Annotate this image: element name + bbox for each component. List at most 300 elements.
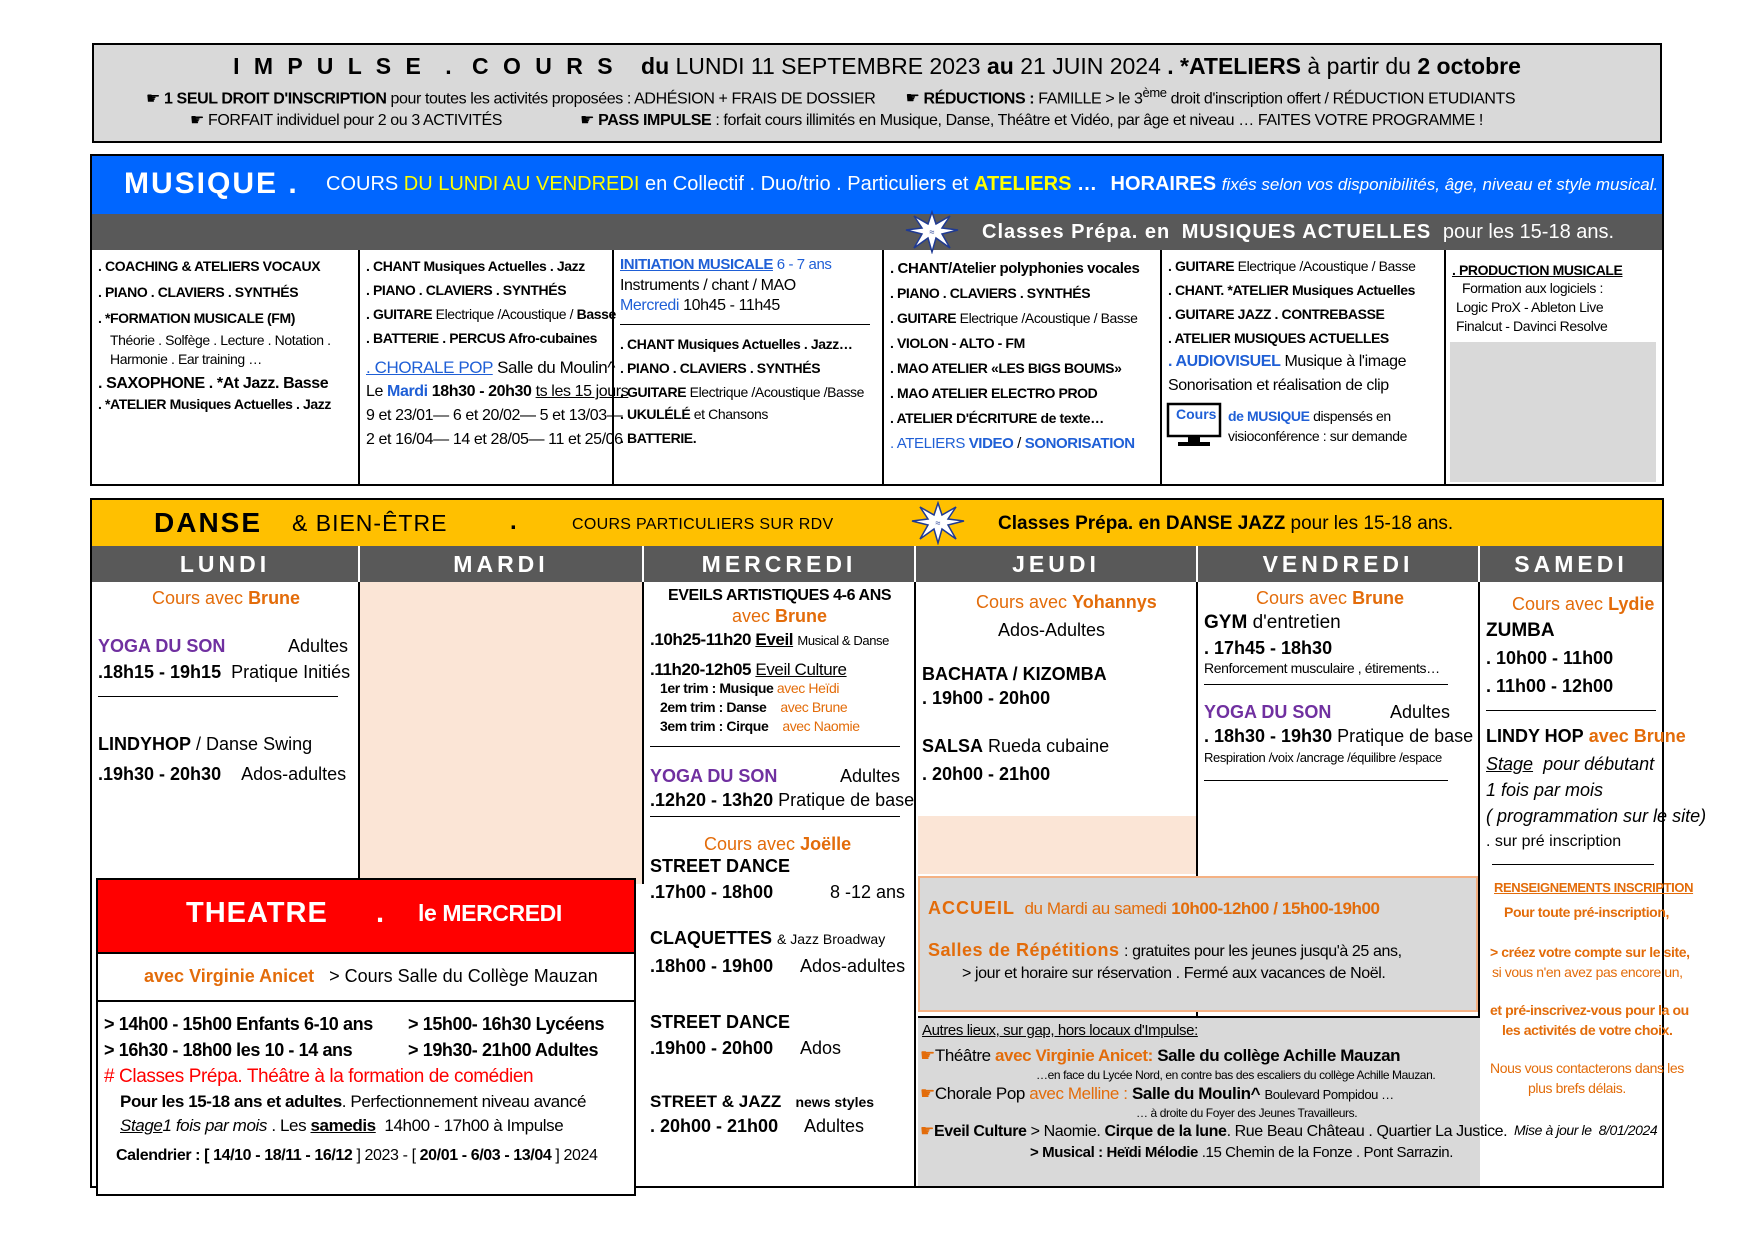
hand-pointer-icon: ☛ <box>920 1084 935 1103</box>
vendredi-l5b: Adultes <box>1390 702 1451 722</box>
musique-c3-l8: . BATTERIE. <box>620 430 697 446</box>
samedi-l6 <box>1486 754 1654 776</box>
vendredi-l1 <box>1256 588 1404 610</box>
mercredi-l1: EVEILS ARTISTIQUES 4-6 ANS <box>668 587 892 604</box>
day-header-row <box>92 546 1662 582</box>
mercredi-l6a: 2em trim : Danse <box>660 699 767 715</box>
header-date-end: 21 JUIN 2024 <box>1020 53 1161 79</box>
musique-c4-l2: . PIANO . CLAVIERS . SYNTHÉS <box>890 285 1091 301</box>
mercredi-l14b: Ados-adultes <box>800 956 906 976</box>
mercredi-l13b: & Jazz Broadway <box>777 931 886 947</box>
lundi-l4 <box>98 734 312 756</box>
musique-c3-l3a: Mercredi <box>620 297 680 314</box>
musique-c2-l1: . CHANT Musiques Actuelles . Jazz <box>366 258 585 274</box>
lundi-l3 <box>98 662 350 684</box>
musique-c3-l6b: Electrique /Acoustique /Basse <box>689 384 865 400</box>
musique-c1-l5: Harmonie . Ear training … <box>110 351 262 367</box>
autres-l6a: > Musical : Heïdi Mélodie <box>1030 1144 1198 1161</box>
jeudi-l1b: Yohannys <box>1072 592 1157 612</box>
header-l2a: 1 SEUL DROIT D'INSCRIPTION <box>164 90 387 108</box>
mercredi-l3 <box>650 630 889 650</box>
jeudi-l2: Ados-Adultes <box>998 620 1106 640</box>
danse-title: DANSE <box>154 507 263 538</box>
header-au: au <box>987 53 1014 79</box>
samedi-l14: et pré-inscrivez-vous pour la ou <box>1490 1002 1689 1018</box>
theatre-l6a: Calendrier : [ <box>116 1147 210 1164</box>
hand-pointer-icon: ☛ <box>190 112 204 129</box>
accueil-l2b: : gratuites pour les jeunes jusqu'à 25 ans, <box>1124 943 1402 960</box>
musique-c2-l8: 2 et 16/04— 14 et 28/05— 11 et 25/06 <box>366 431 623 448</box>
theatre-l6e: ] 2024 <box>555 1147 598 1164</box>
header-l3a: FORFAIT <box>208 112 273 129</box>
theatre-l5d: samedis <box>310 1116 376 1135</box>
samedi-l16: Nous vous contacterons dans les <box>1490 1060 1684 1076</box>
mercredi-l13 <box>650 928 885 950</box>
musique-c3-l4: . CHANT Musiques Actuelles . Jazz… <box>620 336 853 352</box>
samedi-l2: ZUMBA <box>1486 620 1555 641</box>
header-l3b: individuel pour 2 ou 3 <box>276 112 420 129</box>
mercredi-l2b: Brune <box>775 606 828 626</box>
musique-c5-l5b: Musique à l'image <box>1284 353 1407 370</box>
mercredi-l3c: Musical & Danse <box>797 633 889 648</box>
svg-text:≈: ≈ <box>935 518 941 528</box>
vendredi-l2a: GYM <box>1204 612 1248 633</box>
mercredi-l16b: Ados <box>800 1038 842 1058</box>
jeudi-l4: . 19h00 - 20h00 <box>922 688 1051 708</box>
mercredi-l13a: CLAQUETTES <box>650 928 773 948</box>
autres-title: Autres lieux, sur gap, hors locaux d'Impulse: <box>922 1022 1198 1039</box>
theatre-section <box>96 878 636 1196</box>
musique-c2-l6b: Mardi <box>387 383 428 400</box>
mercredi-l10a: Cours avec <box>704 834 796 854</box>
mercredi-l4 <box>650 660 847 680</box>
musique-c2-l3 <box>366 306 616 323</box>
samedi-l10: RENSEIGNEMENTS INSCRIPTION <box>1494 880 1694 895</box>
musique-title: MUSIQUE . <box>124 167 299 200</box>
autres-l5b: > Naomie. <box>1030 1123 1101 1140</box>
mercredi-l9 <box>650 790 914 812</box>
mercredi-l8b: Adultes <box>840 766 901 786</box>
divider <box>620 324 870 325</box>
musique-c4-l3b: Electrique /Acoustique / Basse <box>959 310 1138 326</box>
musique-c6-l2: Formation aux logiciels : <box>1462 280 1603 296</box>
accueil-l1 <box>928 898 1380 920</box>
header-l2e: FAMILLE > le 3 <box>1038 90 1143 108</box>
mercredi-l16a: .19h00 - 20h00 <box>650 1038 774 1058</box>
header-l3d: PASS IMPULSE <box>598 112 712 129</box>
header-banner <box>92 43 1662 143</box>
header-l2b: pour toutes les activités proposées : <box>390 90 631 108</box>
theatre-day: le MERCREDI <box>418 900 562 926</box>
mercredi-l5 <box>660 680 839 697</box>
mercredi-l10 <box>704 834 851 856</box>
theatre-l1a: > 14h00 - 15h00 Enfants 6-10 ans <box>104 1014 373 1034</box>
starburst-icon <box>910 501 966 545</box>
musique-c1-l2: . PIANO . CLAVIERS . SYNTHÉS <box>98 284 299 300</box>
musique-horaires: HORAIRES <box>1110 173 1217 195</box>
musique-c5-l7 <box>1228 408 1391 425</box>
danse-prepa <box>998 513 1453 536</box>
jeudi-l3: BACHATA / KIZOMBA <box>922 664 1107 684</box>
musique-c4-l1: . CHANT/Atelier polyphonies vocales <box>890 260 1140 277</box>
musique-c2-l4: . BATTERIE . PERCUS Afro-cubaines <box>366 330 598 346</box>
theatre-l2b: > 19h30- 21h00 Adultes <box>408 1040 599 1060</box>
musique-c4-l3a: . GUITARE <box>890 310 957 326</box>
mercredi-l10b: Joëlle <box>800 834 852 854</box>
samedi-l1a: Cours avec <box>1512 594 1604 614</box>
musique-dots: … <box>1076 173 1097 195</box>
theatre-teacher <box>144 966 598 988</box>
theatre-l6b: 14/10 - 18/11 - 16/12 <box>213 1147 353 1164</box>
musique-c2-l5b: Salle du Moulin^ <box>497 358 615 377</box>
musique-c4-l8a: . ATELIERS <box>890 435 965 452</box>
lundi-l1b: Brune <box>248 588 301 608</box>
theatre-title: THEATRE <box>186 897 328 929</box>
theatre-l5 <box>120 1116 563 1136</box>
day-lundi: LUNDI <box>92 546 360 582</box>
theatre-name: Virginie Anicet <box>189 966 315 986</box>
mercredi-l18a: . 20h00 - 21h00 <box>650 1116 779 1136</box>
theatre-l4a: Pour les 15-18 ans et adultes <box>120 1092 342 1111</box>
vendredi-l6b: Pratique de base <box>1337 726 1474 746</box>
header-line-2 <box>146 85 1515 109</box>
musique-prepa-a: Classes Prépa. en <box>982 221 1171 243</box>
musique-c2-l6d: ts les 15 jours <box>535 383 629 400</box>
autres-l5a: Eveil Culture <box>933 1123 1027 1140</box>
musique-prepa-bar <box>92 214 1662 250</box>
lundi-l3b: Pratique Initiés <box>231 662 351 682</box>
hand-pointer-icon: ☛ <box>920 1046 935 1065</box>
musique-c3-l5: . PIANO . CLAVIERS . SYNTHÉS <box>620 360 821 376</box>
theatre-l5b: 1 fois par mois <box>162 1116 267 1135</box>
musique-banner-text <box>326 172 1658 196</box>
divider <box>1204 780 1448 781</box>
lundi-l1 <box>152 588 300 610</box>
musique-ateliers: ATELIERS <box>974 173 1072 195</box>
mercredi-l5a: 1er trim : Musique <box>660 680 774 696</box>
header-title-line <box>94 53 1660 81</box>
autres-l1 <box>920 1046 1400 1066</box>
theatre-l5e: 14h00 - 17h00 <box>384 1116 489 1135</box>
samedi-l5b: avec Brune <box>1588 726 1686 746</box>
lundi-l1a: Cours avec <box>152 588 244 608</box>
hand-pointer-icon: ☛ <box>920 1123 934 1140</box>
mercredi-l7 <box>660 718 860 735</box>
musique-c5-l8: visioconférence : sur demande <box>1228 428 1408 444</box>
musique-c5-l1a: . GUITARE <box>1168 258 1235 274</box>
header-ateliers: . *ATELIERS <box>1167 53 1302 79</box>
samedi-l3: . 10h00 - 11h00 <box>1486 648 1614 668</box>
day-mardi: MARDI <box>360 546 644 582</box>
musique-c4-l8c: / <box>1017 435 1021 452</box>
mercredi-l18b: Adultes <box>804 1116 865 1136</box>
theatre-l5f: à Impulse <box>493 1116 564 1135</box>
header-l2c: ADHÉSION + FRAIS DE DOSSIER <box>634 90 876 108</box>
samedi-l1b: Lydie <box>1608 594 1655 614</box>
musique-prepa-text <box>982 220 1614 244</box>
theatre-l5a: Stage <box>120 1116 163 1135</box>
header-a-partir: à partir du <box>1307 53 1411 79</box>
autres-l3b: avec Melline : <box>1029 1084 1128 1103</box>
divider <box>1204 684 1448 685</box>
samedi-l1 <box>1512 594 1654 616</box>
theatre-l6 <box>116 1146 597 1165</box>
mercredi-l6b: avec Brune <box>780 699 848 715</box>
divider <box>650 746 900 747</box>
initiation-musicale-link[interactable]: INITIATION MUSICALE <box>620 256 773 273</box>
day-mercredi: MERCREDI <box>644 546 916 582</box>
samedi-l5 <box>1486 726 1686 748</box>
vendredi-l2 <box>1204 612 1341 635</box>
accueil-box <box>918 876 1478 1012</box>
musique-c5-l1 <box>1168 258 1416 275</box>
samedi-l12: > créez votre compte sur le site, <box>1490 944 1690 960</box>
theatre-l4b: . Perfectionnement niveau avancé <box>341 1092 587 1111</box>
musique-c4-l8d: SONORISATION <box>1024 435 1135 452</box>
musique-fixes: fixés selon vos disponibilités, âge, niveau et style musical. <box>1221 175 1659 194</box>
header-oct: 2 octobre <box>1417 53 1521 79</box>
samedi-l18b: 8/01/2024 <box>1598 1122 1658 1138</box>
jeudi-l1a: Cours avec <box>976 592 1068 612</box>
hand-pointer-icon: ☛ <box>146 90 160 108</box>
header-l2f: droit d'inscription offert / <box>1170 90 1329 108</box>
jeudi-l1 <box>976 592 1157 614</box>
autres-l1a: Théâtre <box>934 1046 991 1065</box>
autres-lieux-box <box>918 1016 1508 1186</box>
image-placeholder <box>1450 342 1656 482</box>
danse-banner <box>92 500 1662 546</box>
mardi-peach-cell <box>360 582 644 884</box>
mercredi-l12a: .17h00 - 18h00 <box>650 882 774 902</box>
mercredi-l11: STREET DANCE <box>650 856 791 876</box>
musique-c2-l6a: Le <box>366 383 383 400</box>
samedi-l6a: Stage <box>1486 754 1534 774</box>
musique-c3-l7b: et Chansons <box>693 406 769 422</box>
mercredi-l12b: 8 -12 ans <box>830 882 906 902</box>
musique-c1-l1: . COACHING & ATELIERS VOCAUX <box>98 258 321 274</box>
musique-c2-l6 <box>366 382 628 401</box>
autres-l5d: . Rue Beau Château . Quartier La Justice. <box>1226 1123 1508 1140</box>
vendredi-l1a: Cours avec <box>1256 588 1348 608</box>
theatre-salle: > Cours Salle du Collège Mauzan <box>329 966 598 986</box>
musique-cours: COURS <box>326 173 399 195</box>
lundi-l5b: Ados-adultes <box>241 764 347 784</box>
jeudi-l5b: Rueda cubaine <box>988 736 1110 756</box>
mercredi-l3b: Eveil <box>755 630 794 649</box>
samedi-l18a: Mise à jour le <box>1514 1122 1592 1138</box>
accueil-l2 <box>928 940 1402 962</box>
musique-c5-l6: Sonorisation et réalisation de clip <box>1168 377 1389 394</box>
danse-particuliers: COURS PARTICULIERS SUR RDV <box>572 516 834 533</box>
musique-c2-l3a: . GUITARE <box>366 306 433 322</box>
samedi-l8: ( programmation sur le site) <box>1486 806 1707 826</box>
musique-columns <box>92 250 1662 484</box>
theatre-l4 <box>120 1092 586 1112</box>
musique-c1-l7: . *ATELIER Musiques Actuelles . Jazz <box>98 396 331 412</box>
musique-c5-l1b: Electrique /Acoustique / Basse <box>1237 258 1416 274</box>
musique-c6-l4: Finalcut - Davinci Resolve <box>1456 318 1608 334</box>
mercredi-l5b: avec Heïdi <box>776 680 840 696</box>
header-l3c: ACTIVITÉS <box>423 112 503 129</box>
musique-c3-l3b: 10h45 - 11h45 <box>683 297 780 314</box>
musique-c5-l5 <box>1168 352 1406 371</box>
samedi-l5a: LINDY HOP <box>1486 726 1584 746</box>
musique-c4-l8 <box>890 435 1135 453</box>
musique-c3-l6a: . GUITARE <box>620 384 687 400</box>
lundi-l4a: LINDYHOP <box>98 734 192 754</box>
vendredi-l6a: . 18h30 - 19h30 <box>1204 726 1333 746</box>
mercredi-l9b: Pratique de base <box>778 790 915 810</box>
samedi-l6b: pour débutant <box>1543 754 1655 774</box>
lundi-l2a: YOGA DU SON <box>98 636 226 656</box>
accueil-l3: > jour et horaire sur réservation . Fermé aux vacances de Noël. <box>962 965 1386 982</box>
musique-section <box>90 154 1664 486</box>
divider <box>98 696 338 697</box>
musique-c1-l4: Théorie . Solfège . Lecture . Notation . <box>110 332 331 348</box>
brand-impulse: I M P U L S E <box>233 53 425 79</box>
samedi-l11: Pour toute pré-inscription, <box>1504 904 1669 920</box>
theatre-teacher-row <box>98 952 634 954</box>
musique-c5-l7c: dispensés en <box>1313 408 1391 424</box>
jeudi-l6: . 20h00 - 21h00 <box>922 764 1051 784</box>
accueil-l1a: du Mardi au samedi <box>1024 899 1167 918</box>
mercredi-l3a: .10h25-11h20 <box>650 630 752 649</box>
theatre-l1b: > 15h00- 16h30 Lycéens <box>408 1014 605 1034</box>
theatre-banner <box>98 880 634 952</box>
autres-l1c: Salle du collège Achille Mauzan <box>1157 1046 1401 1065</box>
vendredi-l7: Respiration /voix /ancrage /équilibre /espace <box>1204 750 1442 765</box>
musique-banner <box>92 156 1662 214</box>
divider <box>1486 710 1656 711</box>
samedi-l18 <box>1514 1122 1657 1139</box>
accueil-title: ACCUEIL <box>928 898 1015 918</box>
musique-c3-l6 <box>620 384 864 401</box>
musique-c5-l5a: . AUDIOVISUEL <box>1168 353 1281 370</box>
musique-c4-l7: . ATELIER D'ÉCRITURE de texte… <box>890 410 1104 426</box>
header-line-3 <box>190 111 1483 130</box>
vendredi-l6 <box>1204 726 1473 748</box>
mercredi-l7a: 3em trim : Cirque <box>660 718 769 734</box>
musique-c1-l6: . SAXOPHONE . *At Jazz. Basse <box>98 375 329 392</box>
day-samedi: SAMEDI <box>1480 546 1662 582</box>
accueil-l2a: Salles de Répétitions <box>928 940 1120 960</box>
lundi-l5 <box>98 764 346 786</box>
mercredi-l17b: news styles <box>795 1094 875 1110</box>
musique-c3-l2: Instruments / chant / MAO <box>620 277 796 294</box>
samedi-l15: les activités de votre choix. <box>1502 1022 1673 1038</box>
musique-c5-l4: . ATELIER MUSIQUES ACTUELLES <box>1168 330 1389 346</box>
autres-l3d: Boulevard Pompidou … <box>1264 1087 1394 1102</box>
mercredi-l4a: .11h20-12h05 <box>650 660 752 679</box>
musique-c3-l1b: 6 - 7 ans <box>776 256 832 273</box>
jeudi-l5a: SALSA <box>922 736 984 756</box>
musique-c2-l2: . PIANO . CLAVIERS . SYNTHÉS <box>366 282 567 298</box>
musique-c4-l8b: VIDEO <box>968 435 1014 452</box>
autres-l6 <box>1030 1144 1453 1162</box>
samedi-l7: 1 fois par mois <box>1486 780 1604 800</box>
autres-l4: … à droite du Foyer des Jeunes Travailleurs. <box>1136 1106 1358 1120</box>
musique-c2-l3b: Electrique /Acoustique / <box>435 306 574 322</box>
danse-prepa-b: pour les 15-18 ans. <box>1290 513 1454 534</box>
autres-l1b: avec Virginie Anicet: <box>994 1046 1153 1065</box>
starburst-icon <box>904 210 960 254</box>
musique-prepa-b: MUSIQUES ACTUELLES <box>1181 221 1432 243</box>
hand-pointer-icon: ☛ <box>580 112 595 129</box>
autres-l5 <box>920 1122 1507 1141</box>
theatre-l5c: . Les <box>271 1116 307 1135</box>
mercredi-l2a: avec <box>732 606 771 626</box>
lundi-l3a: .18h15 - 19h15 <box>98 662 222 682</box>
musique-c6-l1: . PRODUCTION MUSICALE <box>1452 262 1623 278</box>
musique-c3-l3 <box>620 296 780 315</box>
divider <box>650 816 900 817</box>
musique-c4-l5: . MAO ATELIER «LES BIGS BOUMS» <box>890 360 1122 376</box>
autres-l6b: .15 Chemin de la Fonze . Pont Sarrazin. <box>1201 1144 1453 1161</box>
samedi-l4: . 11h00 - 12h00 <box>1486 676 1614 696</box>
autres-l3c: Salle du Moulin^ <box>1131 1084 1261 1103</box>
samedi-l9: . sur pré inscription <box>1486 833 1622 850</box>
divider <box>1492 864 1654 865</box>
mercredi-l17 <box>650 1092 874 1112</box>
musique-c3-l1 <box>620 256 832 274</box>
musique-c5-l2: . CHANT. *ATELIER Musiques Actuelles <box>1168 282 1415 298</box>
accueil-l1b: 10h00-12h00 / 15h00-19h00 <box>1171 899 1380 918</box>
samedi-l17: plus brefs délais. <box>1528 1080 1626 1096</box>
jeudi-l5 <box>922 736 1109 758</box>
autres-l3a: Chorale Pop <box>934 1084 1025 1103</box>
musique-c4-l3 <box>890 310 1138 327</box>
theatre-l6d: 20/01 - 6/03 - 13/04 <box>419 1147 552 1164</box>
musique-c2-l6c: 18h30 - 20h30 <box>431 383 532 400</box>
musique-c3-l7a: . UKULÉLÉ <box>620 406 691 422</box>
theatre-avec: avec <box>144 966 185 986</box>
mercredi-l6 <box>660 699 847 716</box>
danse-amp: & BIEN-ÊTRE <box>292 510 448 536</box>
day-vendredi: VENDREDI <box>1198 546 1480 582</box>
theatre-l6c: ] 2023 - [ <box>356 1147 416 1164</box>
musique-en-collectif: en Collectif . Duo/trio . Particuliers et <box>644 173 969 195</box>
mercredi-l7b: avec Naomie <box>782 718 860 734</box>
theatre-l2a: > 16h30 - 18h00 les 10 - 14 ans <box>104 1040 353 1060</box>
vendredi-l4: Renforcement musculaire , étirements… <box>1204 660 1440 676</box>
danse-dot: . <box>510 508 517 535</box>
vendredi-l3: . 17h45 - 18h30 <box>1204 638 1333 658</box>
header-l2e-sup: ème <box>1142 85 1167 100</box>
musique-c5-l7a: Cours <box>1176 406 1217 422</box>
vendredi-l2b: d'entretien <box>1252 612 1341 633</box>
chorale-pop-link[interactable]: . CHORALE POP <box>366 358 493 377</box>
header-l3f: FAITES VOTRE PROGRAMME ! <box>1257 112 1483 129</box>
musique-c6-l3: Logic ProX - Ableton Live <box>1456 299 1604 315</box>
musique-c5-l3: . GUITARE JAZZ . CONTREBASSE <box>1168 306 1385 322</box>
musique-prepa-c: pour les 15-18 ans. <box>1442 221 1615 243</box>
header-cours: C O U R S <box>472 53 617 79</box>
musique-c4-l4: . VIOLON - ALTO - FM <box>890 335 1025 351</box>
hand-pointer-icon: ☛ <box>905 90 920 108</box>
mercredi-l4b: Eveil Culture <box>755 660 847 679</box>
musique-c2-l7: 9 et 23/01— 6 et 20/02— 5 et 13/03— <box>366 407 623 424</box>
vendredi-l5a: YOGA DU SON <box>1204 702 1332 722</box>
musique-c4-l6: . MAO ATELIER ELECTRO PROD <box>890 385 1098 401</box>
mercredi-l14a: .18h00 - 19h00 <box>650 956 774 976</box>
lundi-l2b: Adultes <box>288 636 349 656</box>
header-l3e: : forfait cours illimités en Musique, Danse, Théâtre et Vidéo, par âge et niveau … <box>715 112 1254 129</box>
mercredi-l15: STREET DANCE <box>650 1012 791 1032</box>
musique-c5-l7b: de MUSIQUE <box>1228 408 1310 424</box>
header-l2d: RÉDUCTIONS : <box>923 90 1035 108</box>
mercredi-l8a: YOGA DU SON <box>650 766 778 786</box>
musique-du-lundi: DU LUNDI AU VENDREDI <box>403 173 640 195</box>
